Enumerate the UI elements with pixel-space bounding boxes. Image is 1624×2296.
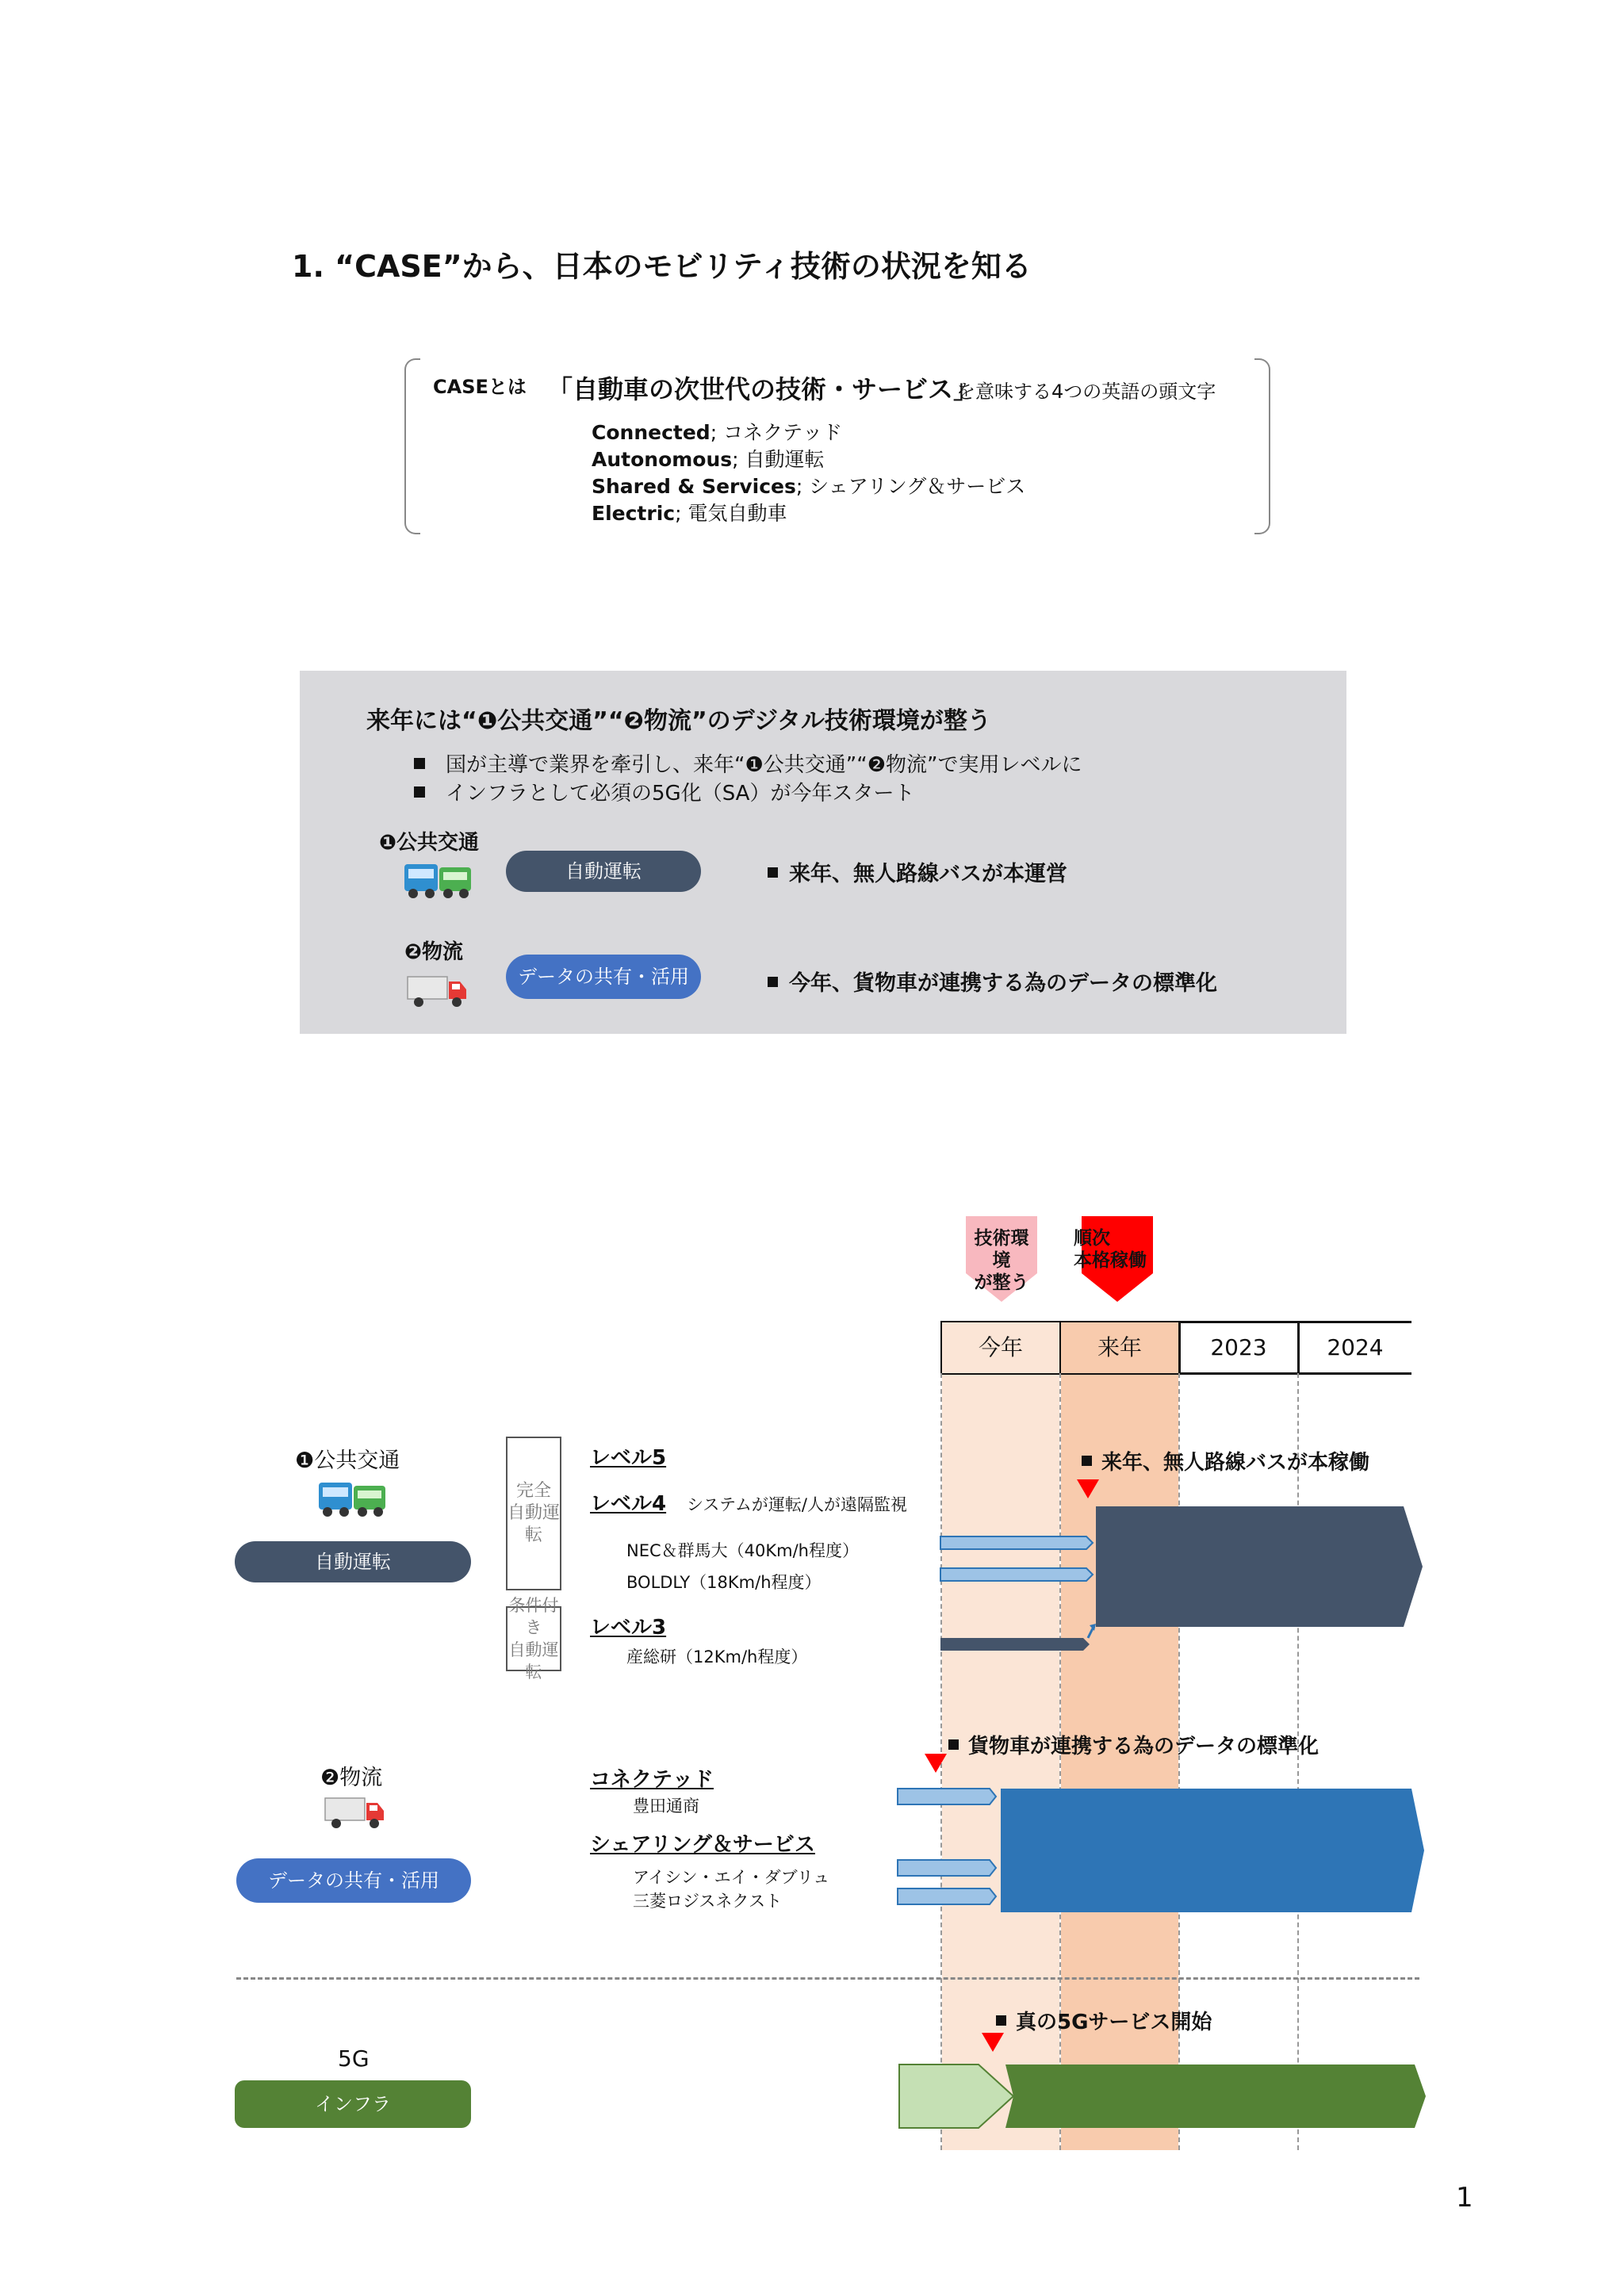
- pill-data-sharing: データの共有・活用: [506, 955, 701, 999]
- infra-main-arrow: [1005, 2064, 1426, 2128]
- pilot-arrow: [940, 1536, 1093, 1549]
- conditional-autonomy-box: 条件付き 自動運転: [506, 1606, 561, 1671]
- bullet-square-icon: [414, 758, 425, 769]
- bullet-square-icon: [768, 977, 778, 987]
- transit-pill: 自動運転: [235, 1541, 471, 1582]
- infra-note: 真の5Gサービス開始: [996, 2006, 1212, 2035]
- page-title: 1. “CASE”から、日本のモビリティ技術の状況を知る: [292, 249, 1032, 284]
- transit-timeline-bars: [937, 1475, 1429, 1689]
- bullet-square-icon: [948, 1739, 959, 1750]
- infra-pill: インフラ: [235, 2080, 471, 2128]
- pilot-arrow: [940, 1568, 1093, 1581]
- column-header-2023: 2023: [1210, 1334, 1267, 1360]
- level3-label: レベル3: [590, 1616, 667, 1640]
- connected-item: 豊田通商: [633, 1797, 699, 1816]
- case-term: Autonomous: [592, 448, 733, 471]
- transit-category: ❶公共交通: [295, 1448, 400, 1473]
- infra-category: 5G: [338, 2045, 370, 2072]
- summary-note-transit: 来年、無人路線バスが本運営: [768, 856, 1067, 887]
- summary-category-logistics: ❷物流: [404, 940, 464, 964]
- bus-icon: [403, 859, 474, 901]
- logistics-main-arrow: [1001, 1789, 1424, 1912]
- bullet-square-icon: [414, 786, 425, 798]
- infra-timeline-bars: [896, 2030, 1435, 2133]
- pill-autonomous: 自動運転: [506, 851, 701, 892]
- page-number: 1: [1456, 2182, 1473, 2214]
- column-header-next-year: 来年: [1061, 1322, 1178, 1373]
- bullet-square-icon: [1082, 1456, 1092, 1466]
- level5-label: レベル5: [590, 1446, 667, 1470]
- case-lead: CASEとは: [433, 376, 527, 398]
- logistics-pill: データの共有・活用: [236, 1858, 471, 1903]
- transit-main-arrow: [1096, 1506, 1423, 1627]
- case-meaning: ; 自動運転: [732, 448, 825, 471]
- case-term: Connected: [592, 421, 710, 444]
- case-meaning: ; コネクテッド: [710, 421, 843, 444]
- summary-bullet: 国が主導で業界を牽引し、来年“❶公共交通”“❷物流”で実用レベルに: [414, 748, 1082, 778]
- pilot-arrow: [898, 1789, 996, 1804]
- summary-category-transit: ❶公共交通: [379, 831, 480, 855]
- infra-pilot-arrow: [899, 2064, 1013, 2128]
- truck-icon: [324, 1793, 387, 1830]
- full-autonomy-box: 完全 自動運転: [506, 1437, 561, 1590]
- case-meaning: ; シェアリング＆サービス: [795, 475, 1026, 498]
- section-separator: [236, 1977, 1419, 1980]
- summary-bullet: インフラとして必須の5G化（SA）が今年スタート: [414, 777, 914, 806]
- summary-headline: 来年には“❶公共交通”“❷物流”のデジタル技術環境が整う: [366, 707, 991, 735]
- pilot-arrow: [898, 1888, 996, 1904]
- case-item: [592, 417, 842, 446]
- connected-label: コネクテッド: [590, 1768, 714, 1792]
- logistics-category: ❷物流: [320, 1766, 383, 1790]
- case-item: [592, 498, 787, 526]
- column-header-2024: 2024: [1327, 1334, 1384, 1360]
- case-definition: 「自動車の次世代の技術・サービス」: [547, 374, 979, 404]
- level3-item: 産総研（12Km/h程度）: [626, 1647, 808, 1667]
- logistics-timeline-bars: [891, 1752, 1431, 1919]
- pilot-arrow: [898, 1860, 996, 1876]
- summary-note-logistics: 今年、貨物車が連携する為のデータの標準化: [768, 966, 1217, 997]
- bullet-square-icon: [768, 867, 778, 878]
- marker-red-label: 順次 本格稼働: [1074, 1228, 1147, 1271]
- level4-item: BOLDLY（18Km/h程度）: [626, 1573, 822, 1592]
- right-bracket: [1254, 358, 1270, 534]
- case-item: [592, 444, 825, 473]
- level4-label: レベル4: [590, 1492, 667, 1516]
- trigger-triangle-icon: [925, 1754, 947, 1773]
- bus-icon: [317, 1478, 389, 1519]
- trigger-triangle-icon: [982, 2033, 1004, 2052]
- bullet-square-icon: [996, 2015, 1006, 2026]
- case-term: Electric: [592, 502, 676, 525]
- sharing-item: 三菱ロジスネクスト: [633, 1892, 783, 1911]
- case-definition-suffix: を意味する4つの英語の頭文字: [956, 381, 1216, 403]
- truck-icon: [406, 972, 469, 1008]
- column-header-this-year: 今年: [942, 1322, 1059, 1373]
- level3-arrow: [940, 1638, 1090, 1651]
- level4-description: システムが運転/人が遠隔監視: [687, 1495, 907, 1514]
- sharing-item: アイシン・エイ・ダブリュ: [633, 1868, 830, 1887]
- case-meaning: ; 電気自動車: [675, 502, 787, 525]
- sharing-label: シェアリング＆サービス: [590, 1833, 815, 1857]
- transit-note: 来年、無人路線バスが本稼働: [1082, 1446, 1369, 1475]
- marker-pink-label: 技術環境 が整う: [974, 1228, 1029, 1293]
- trigger-triangle-icon: [1077, 1479, 1099, 1498]
- logistics-note: 貨物車が連携する為のデータの標準化: [948, 1730, 1319, 1759]
- case-item: [592, 471, 1025, 499]
- level4-item: NEC＆群馬大（40Km/h程度）: [626, 1541, 859, 1560]
- case-term: Shared & Services: [592, 475, 796, 498]
- left-bracket: [404, 358, 420, 534]
